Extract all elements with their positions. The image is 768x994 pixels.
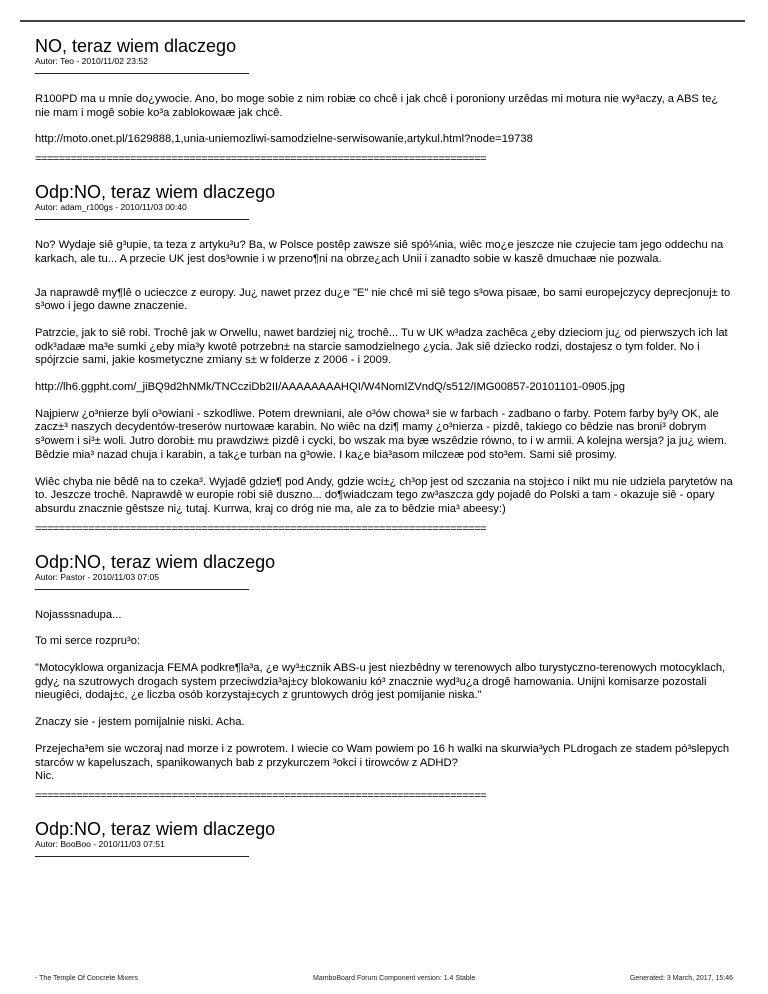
- post-separator: ============================================================================: [35, 522, 486, 535]
- meta-divider: [35, 219, 249, 220]
- forum-post: [35, 552, 735, 802]
- post-separator: ============================================================================: [35, 153, 486, 166]
- post-paragraph: No? Wydaje siê g³upie, ta teza z artyku³u? Ba, w Polsce postêp zawsze siê spó¼nia, wiêc mo¿e jeszcze nie czujecie tam jego oddechu na karkach, ale tu... A przecie UK jest dos³ownie i w przeno¶ni na obrze¿ach Unii i zanadto sobie w kaszê dmuchaæ nie pozwala.: [35, 239, 724, 265]
- footer-generated-date: Generated: 3 March, 2017, 15:46: [629, 975, 733, 982]
- post-author-date: Autor: Pastor - 2010/11/03 07:05: [35, 571, 160, 582]
- post-paragraph: Ja naprawdê my¶lê o ucieczce z europy. Ju¿ nawet przez du¿e "E" nie chcê mi siê tego s³owa pisaæ, bo sami europejczycy deprecjonuj± to s³owo i jego dawne znaczenie.: [35, 286, 731, 313]
- post-paragraph: Patrzcie, jak to siê robi. Trochê jak w Orwellu, nawet bardziej ni¿ trochê... Tu w UK w³adza zachêca ¿eby dzieciom ju¿ od pierwszych ich lat odk³adaæ ma³e sumki ¿eby mia³y kwotê potrzebn± na starcie samodzielnego ¿ycia. Jak siê dziecko rodzi, dostajesz o tym folder. No i spójrzcie sami, jakie kosmetyczne zmiany s± w folderze z 2006 - i 2009.: [35, 326, 728, 367]
- forum-thread: [35, 36, 735, 857]
- top-divider: [20, 20, 745, 22]
- post-title: Odp:NO, teraz wiem dlaczego: [35, 551, 276, 572]
- post-link[interactable]: http://moto.onet.pl/1629888,1,unia-uniemozliwi-samodzielne-serwisowanie,artykul.html?node=19738: [35, 133, 533, 146]
- post-author-date: Autor: adam_r100gs - 2010/11/03 00:40: [35, 202, 187, 213]
- post-paragraph: Znaczy sie - jestem pomijalnie niski. Acha.: [35, 716, 245, 729]
- post-title: Odp:NO, teraz wiem dlaczego: [35, 818, 276, 839]
- forum-post: [35, 182, 735, 535]
- meta-divider: [35, 73, 249, 74]
- post-paragraph: To mi serce rozpru³o:: [35, 635, 141, 648]
- post-title: Odp:NO, teraz wiem dlaczego: [35, 182, 276, 203]
- footer-component-version: MamboBoard Forum Component version: 1.4 Stable: [313, 975, 476, 982]
- post-paragraph: Najpierw ¿o³nierze byli o³owiani - szkodliwe. Potem drewniani, ale o³ów chowa³ sie w farbach - zadbano o farby. Potem farby by³y OK, ale zacz±³ naszych decydentów-treserów nurtowaæ karabin. No wiêc na dzi¶ mamy ¿o³nierza - pizdê, takiego co bêdzie nas broni³ dobrym s³owem i si³± woli. Jutro dorobi± mu prawdziw± pizdê i cycki, bo wszak ma byæ wszêdzie równo, to i w armii. A kolejna wersja? ja ju¿ wiem. Bêdzie mia³ nazad chuja i karabin, a tak¿e turban na g³owie. I ka¿e bia³asom milczeæ pod sto³em. Sami siê prosimy.: [35, 407, 727, 461]
- post-title: NO, teraz wiem dlaczego: [35, 36, 237, 56]
- meta-divider: [35, 856, 249, 857]
- post-paragraph: Wiêc chyba nie bêdê na to czeka³. Wyjadê gdzie¶ pod Andy, gdzie wci±¿ ch³op jest od szczania na stoj±co i nikt mu nie udziela parytetów na to. Jeszcze trochê. Naprawdê w europie robi siê duszno... do¶wiadczam tego zw³aszcza gdy pojadê do Polski a tam - okazuje siê - opary absurdu znacznie gêstsze ni¿ tutaj. Kurrwa, kraj co dróg nie ma, ale za to bêdzie mia³ abeesy:): [35, 475, 733, 515]
- footer-site-name: - The Temple Of Concrete Mixers: [35, 975, 138, 982]
- forum-post: [35, 36, 735, 165]
- post-author-date: Autor: Teo - 2010/11/02 23:52: [35, 56, 148, 66]
- post-separator: ============================================================================: [35, 789, 486, 802]
- post-paragraph: Nojasssnadupa...: [35, 608, 122, 621]
- meta-divider: [35, 589, 249, 590]
- post-paragraph: Przejecha³em sie wczoraj nad morze i z powrotem. I wiecie co Wam powiem po 16 h walki na skurwia³ych PLdrogach ze stadem pó³slepych starców w kapeluszach, spanikowanych bab z przykurczem ³okci i tirowców z ADHD? Nic.: [35, 742, 730, 783]
- post-author-date: Autor: BooBoo - 2010/11/03 07:51: [35, 838, 165, 849]
- post-quote: "Motocyklowa organizacja FEMA podkre¶la³a, ¿e wy³±cznik ABS-u jest niezbêdny w terenowych albo turystyczno-terenowych motocyklach, gdy¿ na szutrowych drogach system przeciwdzia³aj±cy blokowaniu kó³ znacznie wyd³u¿a drogê hamowania. Unijni komisarze pozostali nieugiêci, dodaj±c, ¿e liczba osób korzystaj±cych z gruntowych dróg jest pomijanie niska.": [35, 662, 726, 702]
- post-paragraph: R100PD ma u mnie do¿ywocie. Ano, bo moge sobie z nim robiæ co chcê i jak chcê i poroniony urzêdas mi motura nie wy³aczy, a ABS te¿ nie mam i mogê sobie ko³a zablokowaæ jak chcê.: [35, 93, 719, 119]
- post-link[interactable]: http://lh6.ggpht.com/_jiBQ9d2hNMk/TNCcziDb2II/AAAAAAAAHQI/W4NomIZVndQ/s512/IMG00857-20101101-0905.jpg: [35, 381, 625, 394]
- forum-post: [35, 819, 735, 857]
